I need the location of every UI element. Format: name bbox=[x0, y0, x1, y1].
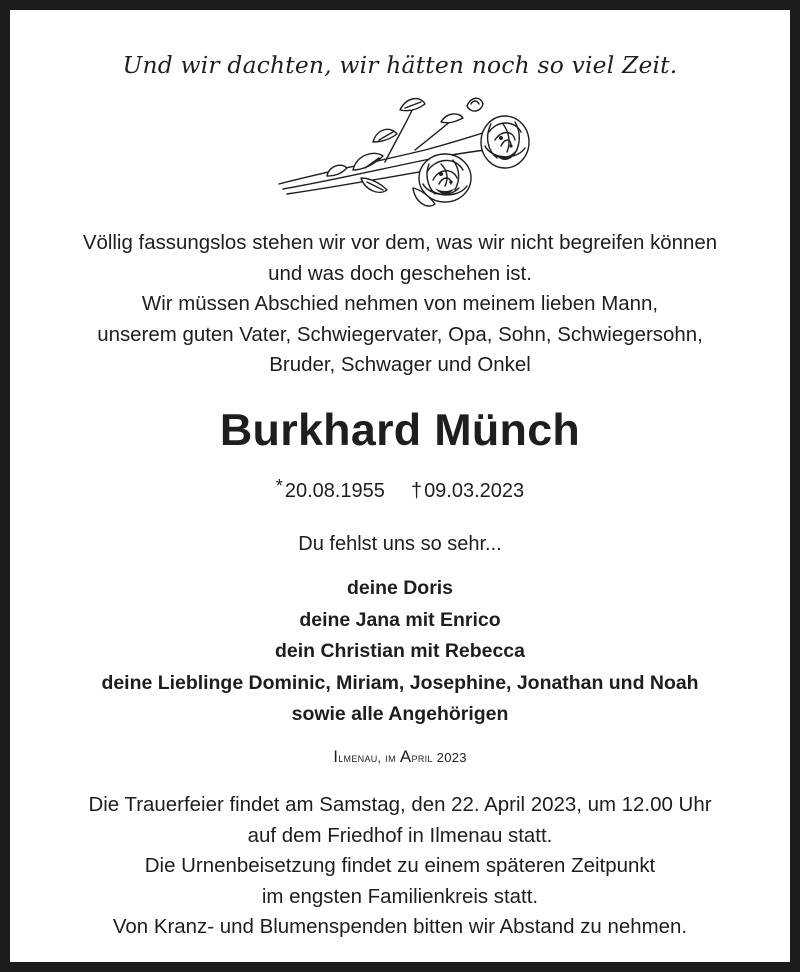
place-year: 2023 bbox=[432, 750, 467, 765]
roses-icon bbox=[265, 92, 540, 214]
life-dates bbox=[10, 477, 790, 505]
family-line: sowie alle Angehörigen bbox=[291, 703, 509, 725]
month-rest: pril bbox=[411, 750, 433, 765]
deceased-name: Burkhard Münch bbox=[219, 405, 581, 455]
intro-line: Bruder, Schwager und Onkel bbox=[269, 353, 531, 376]
intro-line: unserem guten Vater, Schwiegervater, Opa, Sohn, Schwiegersohn, bbox=[97, 322, 703, 346]
family-line: dein Christian mit Rebecca bbox=[275, 640, 525, 662]
funeral-info bbox=[10, 790, 790, 943]
birth-date: 20.08.1955 bbox=[284, 480, 385, 502]
birth-symbol: * bbox=[275, 476, 283, 496]
info-line: Die Urnenbeisetzung findet zu einem späteren Zeitpunkt bbox=[144, 854, 656, 877]
family-line: deine Jana mit Enrico bbox=[299, 608, 501, 631]
intro-line: und was doch geschehen ist. bbox=[268, 261, 532, 285]
month-initial: A bbox=[399, 747, 412, 766]
place-date bbox=[10, 746, 790, 769]
motto-quote: Und wir dachten, wir hätten noch so viel Zeit. bbox=[122, 51, 678, 79]
death-date: 09.03.2023 bbox=[424, 480, 525, 502]
family-line: deine Doris bbox=[346, 577, 454, 599]
place-initial: I bbox=[333, 747, 339, 766]
place-rest: lmenau bbox=[338, 750, 378, 765]
place-middle: , im bbox=[377, 750, 400, 765]
info-line: Die Trauerfeier findet am Samstag, den 22. April 2023, um 12.00 Uhr bbox=[88, 793, 712, 816]
family-signatures bbox=[10, 573, 790, 731]
info-line: Von Kranz- und Blumenspenden bitten wir Abstand zu nehmen. bbox=[112, 915, 688, 938]
info-line: auf dem Friedhof in Ilmenau statt. bbox=[247, 823, 553, 847]
intro-text bbox=[10, 228, 790, 381]
obituary-card bbox=[10, 10, 790, 962]
family-line: deine Lieblinge Dominic, Miriam, Josephine, Jonathan und Noah bbox=[101, 671, 699, 694]
intro-line: Völlig fassungslos stehen wir vor dem, was wir nicht begreifen können bbox=[82, 231, 718, 254]
info-line: im engsten Familienkreis statt. bbox=[261, 884, 539, 908]
death-symbol: † bbox=[410, 480, 423, 502]
intro-line: Wir müssen Abschied nehmen von meinem lieben Mann, bbox=[141, 292, 659, 315]
miss-text: Du fehlst uns so sehr... bbox=[298, 533, 502, 555]
